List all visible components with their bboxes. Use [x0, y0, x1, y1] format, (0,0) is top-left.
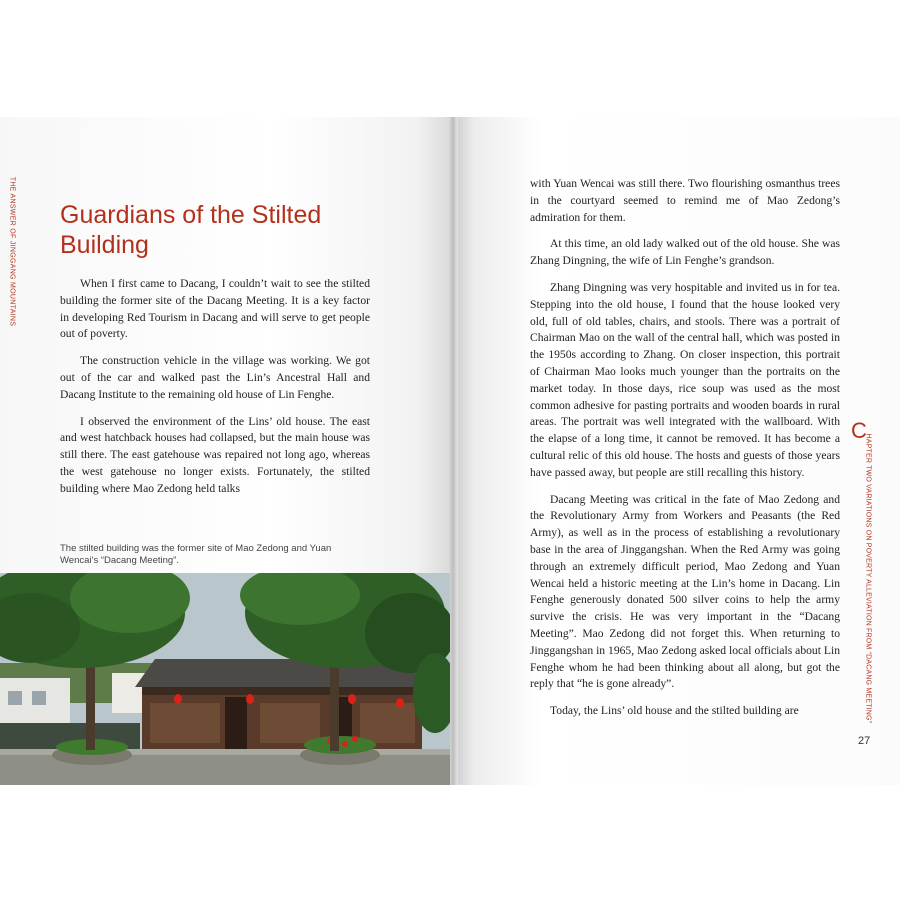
right-paragraph-2: At this time, an old lady walked out of the old house. She was Zhang Dingning, the wife of Lin Fenghe’s grandson.	[530, 237, 840, 268]
right-paragraph-5: Today, the Lins’ old house and the stilted building are	[550, 704, 799, 718]
left-running-head	[2, 178, 22, 338]
right-running-head	[848, 420, 878, 740]
left-paragraph-3: I observed the environment of the Lins’ old house. The east and west hatchback houses had collapsed, but the main house was still there. The east gatehouse was repaired not long ago, whereas the west gatehouse no longer exists. Fortunately, the stilted building where Mao Zedong held talks	[60, 414, 370, 495]
right-paragraph-3: Zhang Dingning was very hospitable and invited us in for tea. Stepping into the old house, I found that the house looked very old, full of old tables, chairs, and stools. There was a portrait of Chairman Mao on the wall of the central hall, which was posted in the 1950s according to Zhang. On closer inspection, this portrait of Chairman Mao looks much younger than the portraits on the market today. In those days, rice soup was used as the most common adhesive for pasting portraits and wooden boards in rural areas. The portrait was well integrated with the wallboard. With the elapse of a long time, it cannot be removed. It has become a cultural relic of this old house. The hosts and guests of those years have passed away, but people are still recalling this history.	[530, 280, 840, 479]
photo-caption: The stilted building was the former site of Mao Zedong and Yuan Wencai’s “Dacang Meeting”.	[60, 543, 332, 566]
chapter-initial: C	[851, 418, 867, 443]
chapter-running-head: HAPTER TWO VARIATIONS ON POVERTY ALLEVIATION FROM “DACANG MEETING”	[864, 433, 872, 724]
left-running-head-text: THE ANSWER OF JINGGANG MOUNTAINS	[8, 176, 16, 327]
left-text-column	[60, 276, 370, 508]
stilted-building-photo	[0, 573, 450, 785]
right-paragraph-4: Dacang Meeting was critical in the fate of Mao Zedong and the Revolutionary Army from Workers and Peasants (the Red Army), as well as in the process of establishing a revolutionary base in the area of Jinggangshan. When the Red Army was going through an extremely difficult period, Mao Zedong and Yuan Wencai held a historic meeting at the Lin’s home in Dacang. Lin Fenghe generously donated 500 silver coins to help the army survive the crisis. He was very important in the “Dacang Meeting”. Mao Zedong did not forget this. When returning to Jinggangshan in 1965, Mao Zedong asked local officials about Lin Fenghe whom he had been thinking about all along, but got the reply that “he is gone already”.	[530, 492, 840, 691]
chapter-title: Guardians of the Stilted Building	[60, 201, 322, 259]
right-text-column	[530, 176, 840, 730]
left-paragraph-2: The construction vehicle in the village was working. We got out of the car and walked past the Lin’s Ancestral Hall and Dacang Institute to the remaining old house of Lin Fenghe.	[60, 354, 370, 401]
page-number: 27	[858, 735, 871, 747]
left-paragraph-1: When I first came to Dacang, I couldn’t wait to see the stilted building the former site of the Dacang Meeting. It is a key factor in developing Red Tourism in Dacang and will serve to get people out of poverty.	[60, 277, 370, 341]
right-paragraph-1: with Yuan Wencai was still there. Two flourishing osmanthus trees in the courtyard seemed to remind me of Mao Zedong’s admiration for them.	[530, 177, 840, 224]
